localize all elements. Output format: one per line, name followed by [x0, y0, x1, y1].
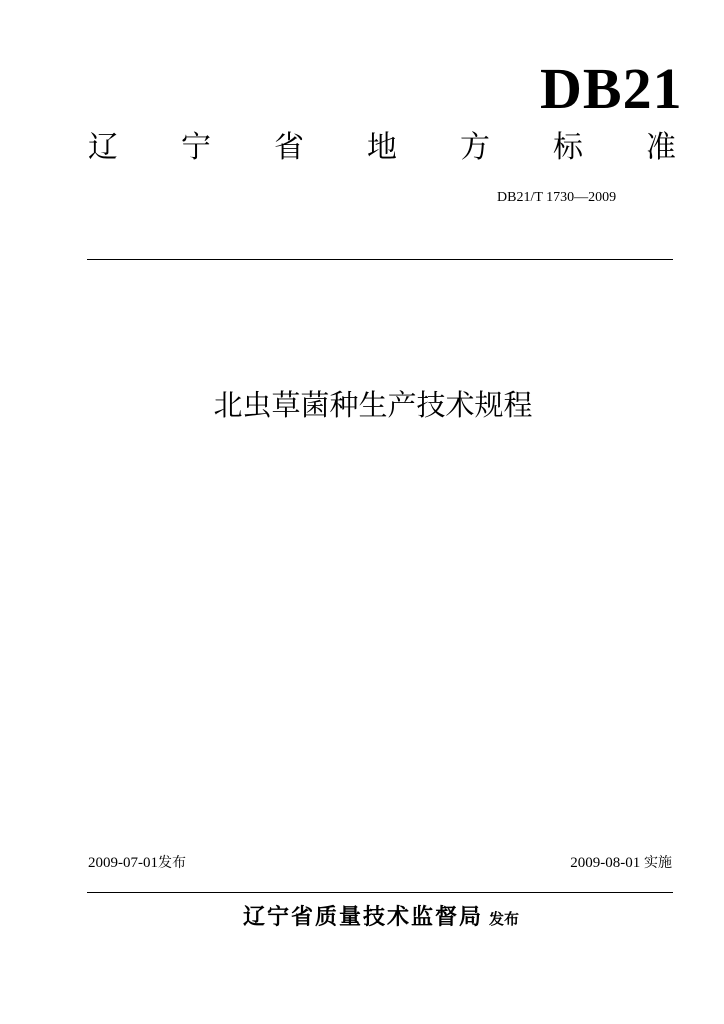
document-title: 北虫草菌种生产技术规程: [213, 388, 533, 422]
standard-type-char: 准: [646, 130, 676, 165]
standard-type-char: 辽: [88, 130, 118, 165]
standard-type-char: 宁: [181, 130, 211, 165]
issue-date-line: [88, 853, 186, 873]
issue-label: 发布: [158, 855, 186, 871]
publisher-line: [0, 902, 724, 935]
standard-code: DB21: [540, 56, 683, 121]
issue-date: 2009-07-01: [88, 855, 158, 871]
implement-label: 实施: [644, 855, 672, 871]
top-divider: [87, 259, 673, 260]
standard-type-char: 方: [460, 130, 490, 165]
standard-type-char: 省: [274, 130, 304, 165]
publisher-name: 辽宁省质量技术监督局: [242, 905, 483, 930]
implement-date: 2009-08-01: [570, 855, 641, 871]
publish-label: 发布: [489, 910, 520, 928]
standard-type-char: 地: [367, 130, 397, 165]
standard-type-char: 标: [553, 130, 583, 165]
bottom-divider: [87, 892, 673, 893]
implement-date-line: [570, 853, 672, 873]
standard-number: DB21/T 1730—2009: [497, 190, 617, 205]
standard-type-title: [88, 126, 676, 170]
